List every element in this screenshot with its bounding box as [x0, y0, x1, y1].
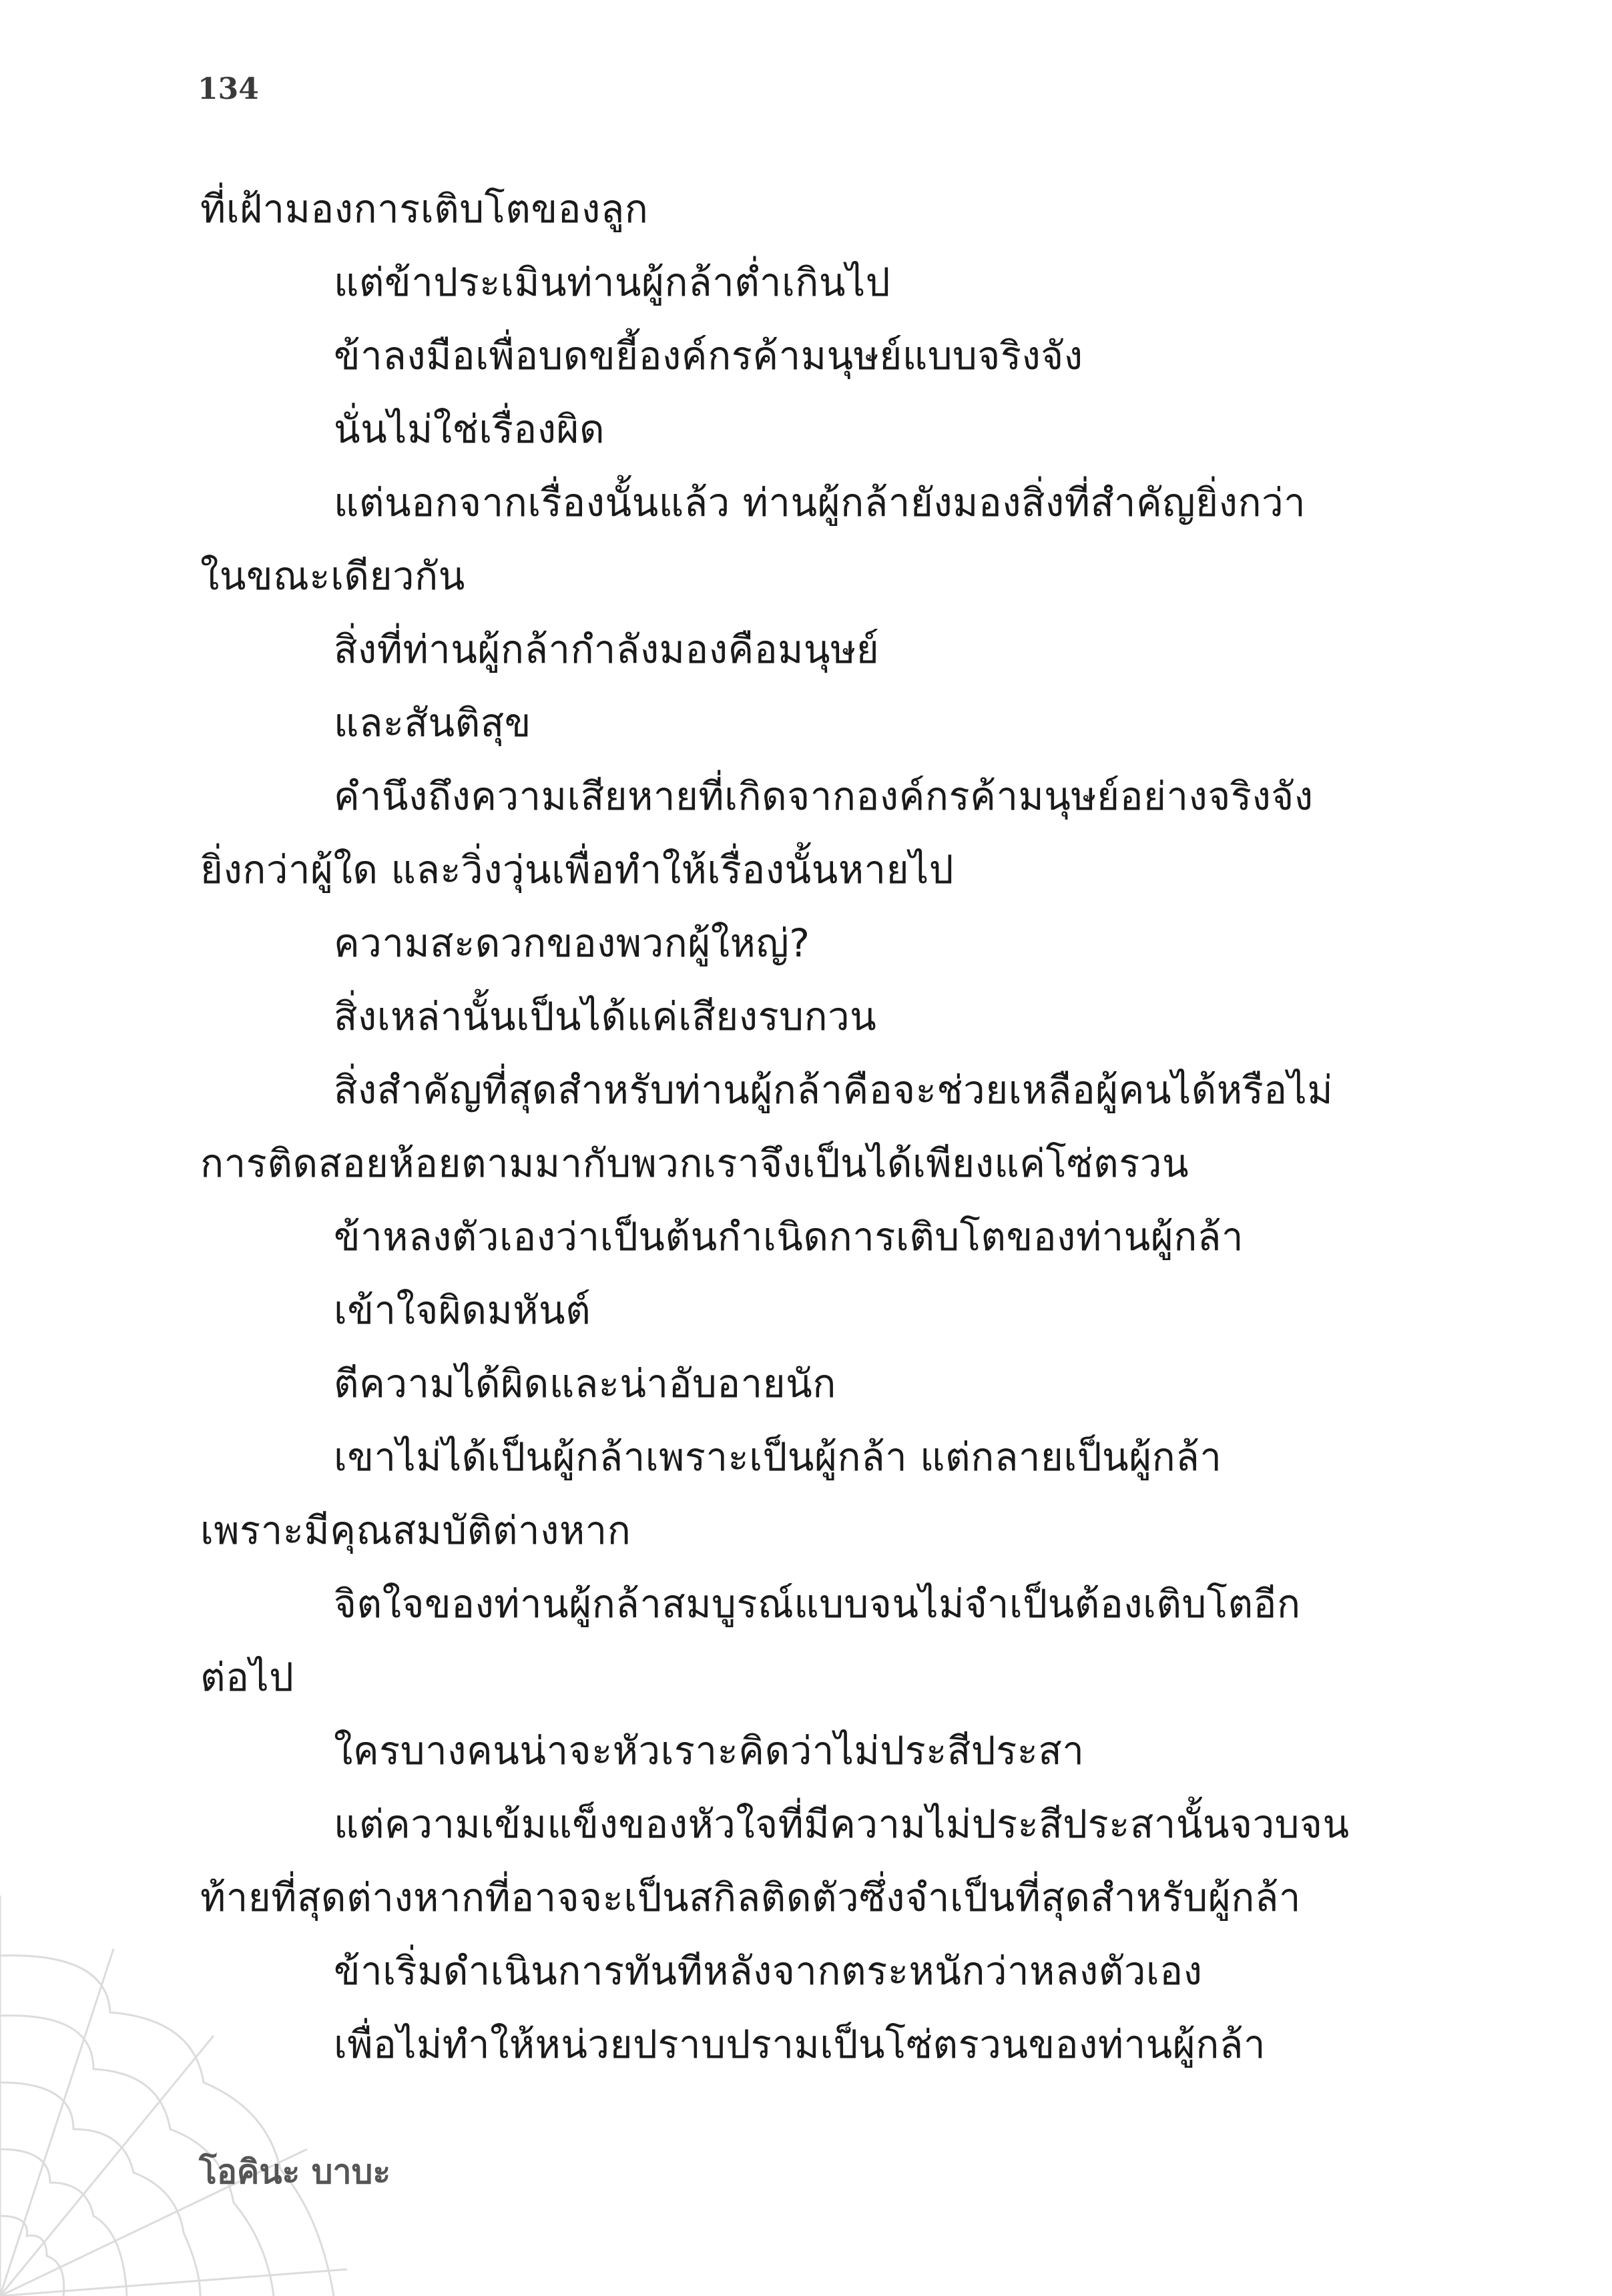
- text-line: ความสะดวกของพวกผู้ใหญ่?: [334, 920, 810, 966]
- text-line: แต่ความเข้มแข็งของหัวใจที่มีความไม่ประสีประสานั้นจวบจน: [334, 1801, 1350, 1847]
- text-line: สิ่งเหล่านั้นเป็นได้แค่เสียงรบกวน: [334, 994, 877, 1039]
- text-line: สิ่งที่ท่านผู้กล้ากำลังมองคือมนุษย์: [334, 627, 880, 672]
- text-line: สิ่งสำคัญที่สุดสำหรับท่านผู้กล้าคือจะช่วยเหลือผู้คนได้หรือไม่: [334, 1067, 1334, 1113]
- text-line: แต่นอกจากเรื่องนั้นแล้ว ท่านผู้กล้ายังมองสิ่งที่สำคัญยิ่งกว่า: [334, 480, 1306, 525]
- author-name: โอคินะ บาบะ: [199, 2152, 391, 2191]
- text-line: ยิ่งกว่าผู้ใด และวิ่งวุ่นเพื่อทำให้เรื่องนั้นหายไป: [200, 847, 955, 892]
- page-number: 134: [198, 72, 259, 106]
- text-line: ต่อไป: [200, 1655, 294, 1700]
- text-line: เพื่อไม่ทำให้หน่วยปราบปรามเป็นโซ่ตรวนของท่านผู้กล้า: [334, 2022, 1266, 2067]
- text-line: เขาไม่ได้เป็นผู้กล้าเพราะเป็นผู้กล้า แต่กลายเป็นผู้กล้า: [334, 1434, 1222, 1480]
- text-line: จิตใจของท่านผู้กล้าสมบูรณ์แบบจนไม่จำเป็นต้องเติบโตอีก: [334, 1581, 1301, 1627]
- text-line: ท้ายที่สุดต่างหากที่อาจจะเป็นสกิลติดตัวซึ่งจำเป็นที่สุดสำหรับผู้กล้า: [200, 1875, 1301, 1920]
- text-line: และสันติสุข: [334, 700, 531, 746]
- text-line: เพราะมีคุณสมบัติต่างหาก: [200, 1508, 631, 1553]
- body-text: [200, 172, 1422, 2081]
- text-line: ใครบางคนน่าจะหัวเราะคิดว่าไม่ประสีประสา: [334, 1728, 1085, 1773]
- text-line: ที่เฝ้ามองการเติบโตของลูก: [200, 186, 649, 232]
- text-line: นั่นไม่ใช่เรื่องผิด: [334, 406, 605, 452]
- text-line: คำนึงถึงความเสียหายที่เกิดจากองค์กรค้ามนุษย์อย่างจริงจัง: [334, 774, 1314, 819]
- text-line: การติดสอยห้อยตามมากับพวกเราจึงเป็นได้เพียงแค่โซ่ตรวน: [200, 1141, 1189, 1186]
- text-line: ข้าหลงตัวเองว่าเป็นต้นกำเนิดการเติบโตของท่านผู้กล้า: [334, 1214, 1244, 1259]
- text-line: เข้าใจผิดมหันต์: [334, 1287, 591, 1333]
- spider-web-icon: [0, 1869, 347, 2296]
- text-line: ข้าลงมือเพื่อบดขยี้องค์กรค้ามนุษย์แบบจริงจัง: [334, 333, 1083, 378]
- text-line: แต่ข้าประเมินท่านผู้กล้าต่ำเกินไป: [334, 260, 891, 305]
- text-line: ตีความได้ผิดและน่าอับอายนัก: [334, 1361, 836, 1406]
- text-line: ข้าเริ่มดำเนินการทันทีหลังจากตระหนักว่าหลงตัวเอง: [334, 1948, 1203, 1994]
- text-line: ในขณะเดียวกัน: [200, 553, 465, 599]
